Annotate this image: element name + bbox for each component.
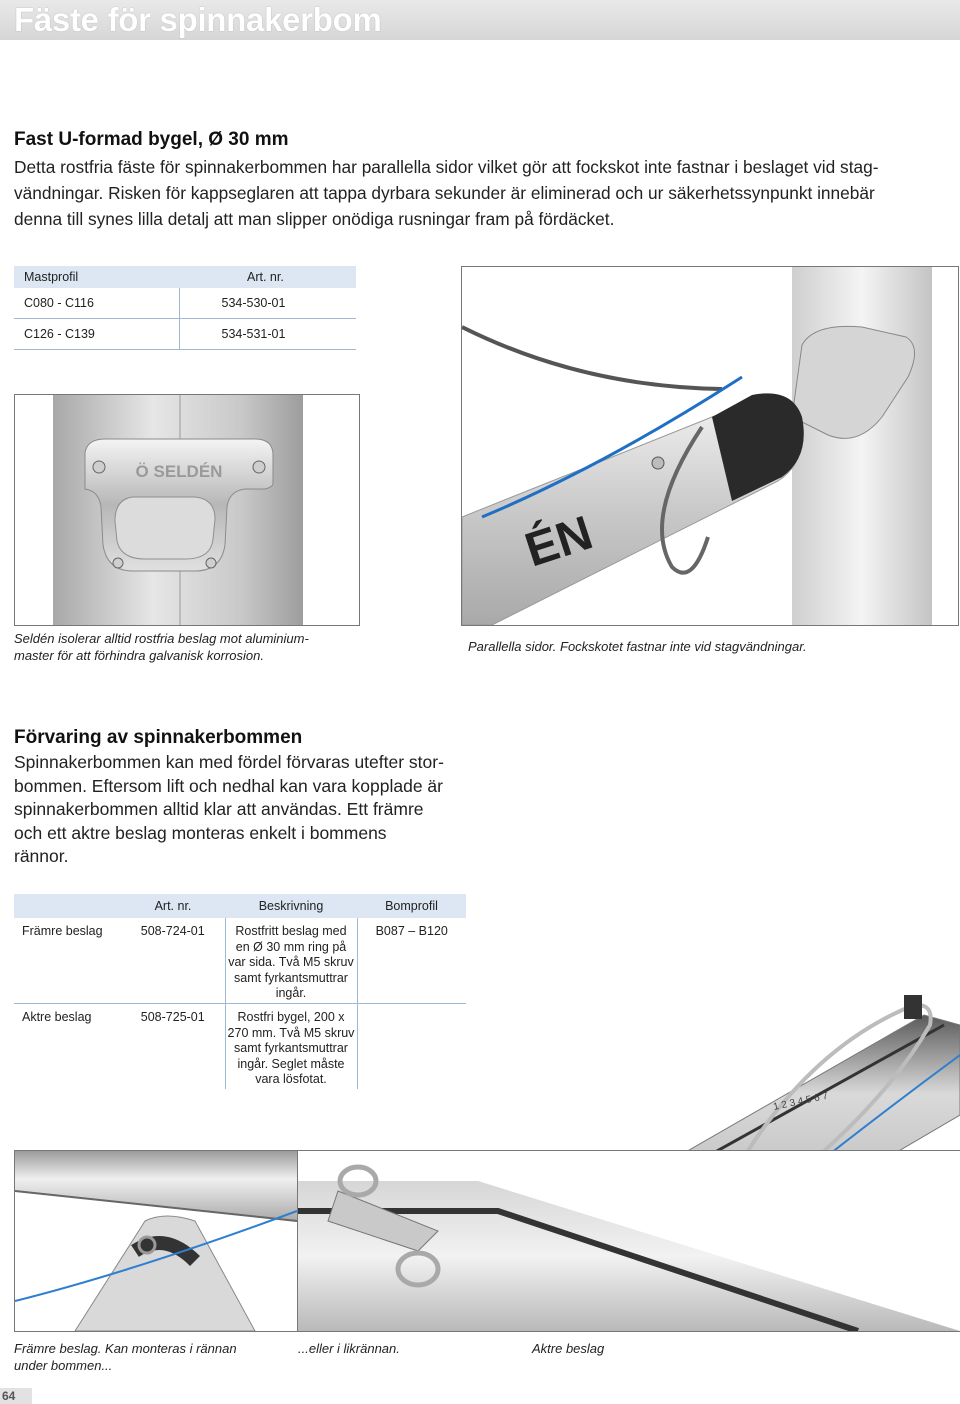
- page-number: 64: [0, 1388, 32, 1404]
- pole-logo: ÉN: [519, 506, 599, 578]
- selden-logo: Ö SELDÉN: [135, 462, 223, 481]
- table-header: Bomprofil: [357, 894, 466, 918]
- table-row: C080 - C116 534-530-01: [14, 288, 356, 319]
- boom-fitting-table: [14, 894, 466, 1089]
- caption-front-fitting: Främre beslag. Kan monteras i rännan under bommen...: [14, 1341, 237, 1373]
- pole-end-image: [462, 267, 958, 625]
- page-title: Fäste för spinnakerbom: [14, 1, 382, 38]
- luff-groove-photo: [298, 1150, 960, 1332]
- section2-heading: Förvaring av spinnakerbommen: [14, 727, 303, 748]
- table-row: C126 - C139 534-531-01: [14, 319, 356, 350]
- table-header: Mastprofil: [14, 266, 179, 288]
- section2-paragraph: Spinnakerbommen kan med fördel förvaras utefter stor- bommen. Eftersom lift och nedhal kan vara kopplade är spinnakerbommen alltid klar att användas. Ett främre och ett aktre beslag monteras enkelt i bommens rännor.: [14, 752, 444, 866]
- front-fitting-image: [15, 1151, 297, 1331]
- front-fitting-photo: [14, 1150, 298, 1332]
- ruler-markings: 1 2 3 4 5 6 7: [772, 1090, 830, 1113]
- table-row: Främre beslag 508-724-01 Rostfritt beslag med en Ø 30 mm ring på var sida. Två M5 skruv samt fyrkantsmuttrar ingår. B087 – B120: [14, 918, 466, 1004]
- section1-heading: Fast U-formad bygel, Ø 30 mm: [14, 129, 289, 150]
- mast-fitting-photo: [14, 394, 360, 626]
- caption-aft-fitting: Aktre beslag: [532, 1341, 605, 1356]
- section1-paragraph: Detta rostfria fäste för spinnakerbommen har parallella sidor vilket gör att fockskot inte fastnar i beslaget vid stag- vändningar. Risken för kappseglaren att tappa dyrbara sekunder är eliminerad och ur säkerhetssynpunkt innebär denna till synes lilla detalj att man slipper onödiga rusningar fram på fördäcket.: [14, 157, 879, 229]
- caption-galvanic: Seldén isolerar alltid rostfria beslag mot aluminium- master för att förhindra galvanisk korrosion.: [14, 631, 309, 663]
- caption-luff-groove: ...eller i likrännan.: [298, 1341, 400, 1356]
- table-row: Aktre beslag 508-725-01 Rostfri bygel, 200 x 270 mm. Två M5 skruv samt fyrkantsmuttrar ingår. Seglet måste vara lösfotat.: [14, 1004, 466, 1090]
- table-header: [14, 894, 121, 918]
- table-header: Art. nr.: [179, 266, 356, 288]
- luff-groove-image: [298, 1151, 960, 1331]
- table-header: Art. nr.: [121, 894, 225, 918]
- caption-parallel: Parallella sidor. Fockskotet fastnar inte vid stagvändningar.: [468, 639, 807, 654]
- mast-fitting-image: [15, 395, 359, 625]
- table-header: Beskrivning: [225, 894, 357, 918]
- pole-end-photo: [461, 266, 959, 626]
- mast-profile-table: [14, 266, 356, 350]
